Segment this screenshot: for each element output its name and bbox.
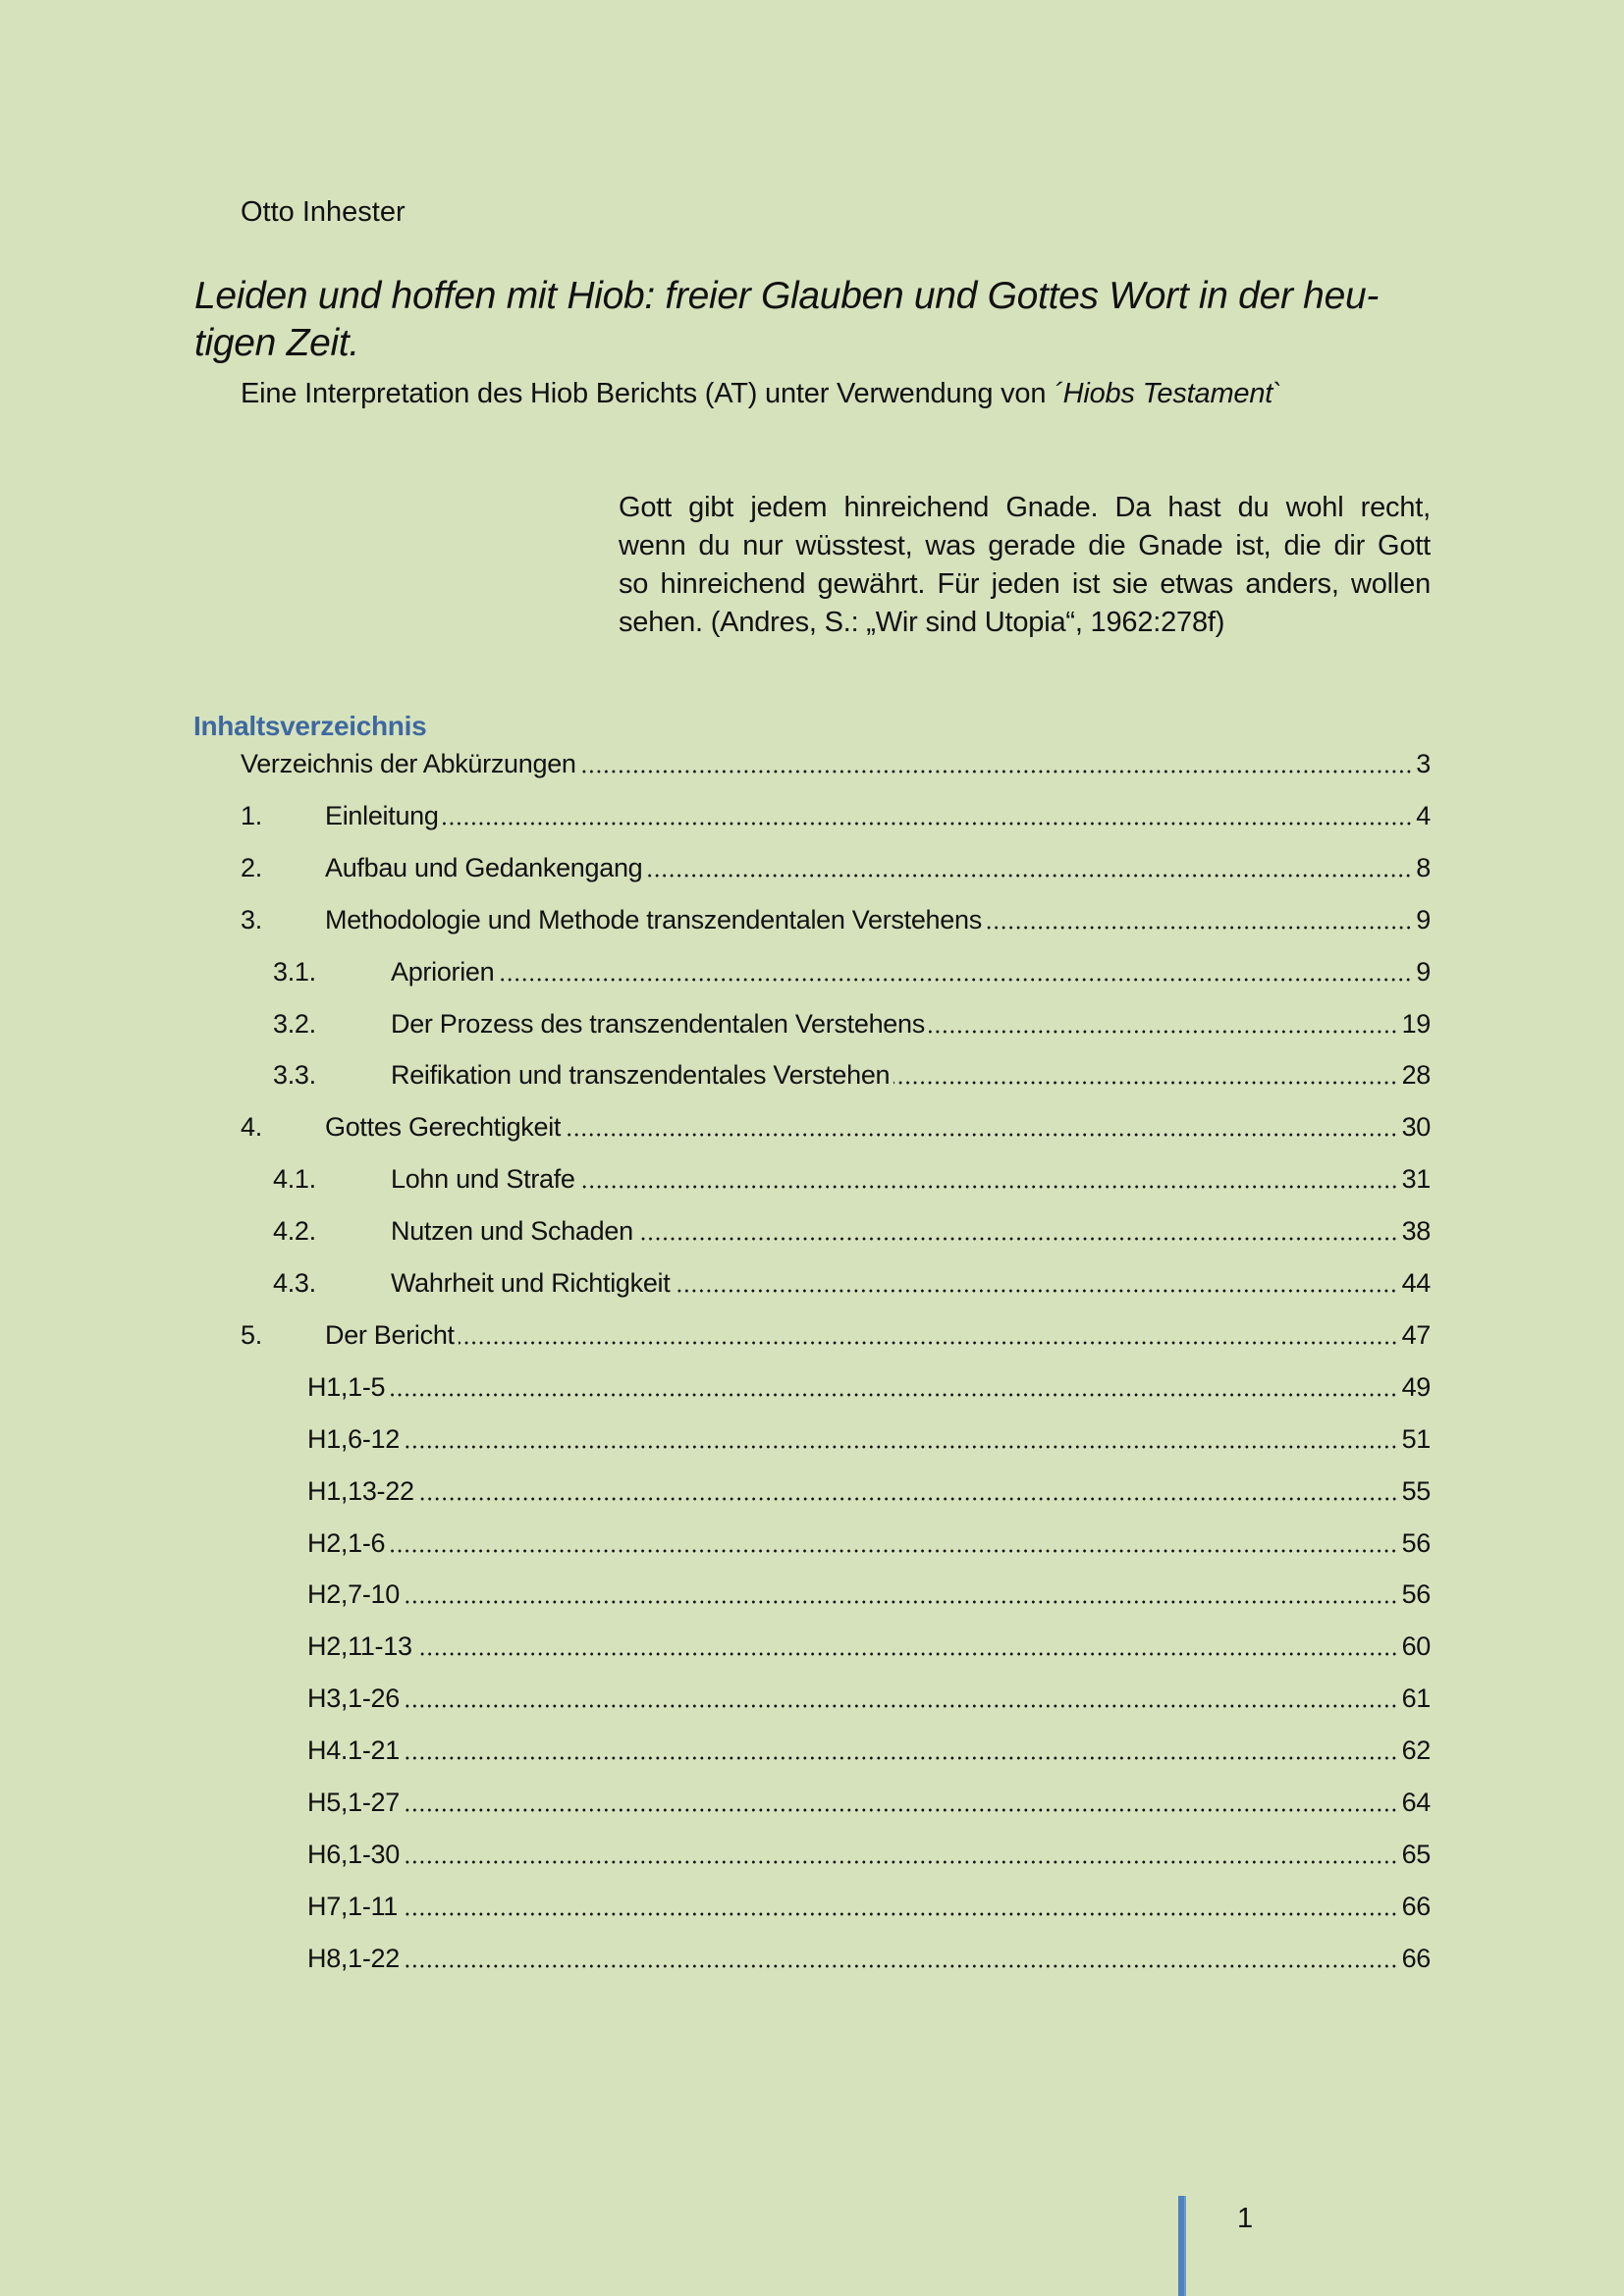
toc-dot-leader [929,1030,1398,1034]
toc-entry[interactable] [241,744,1431,783]
toc-entry-label[interactable]: H1,6-12 [307,1423,400,1454]
toc-entry[interactable] [307,1419,1431,1459]
toc-entry-label[interactable]: Aufbau und Gedankengang [325,852,643,882]
toc-entry[interactable] [307,1627,1431,1666]
epigraph-line: wenn du nur wüsstest, was gerade die Gnade ist, die dir Gott [619,530,1431,561]
epigraph-line: Gott gibt jedem hinreichend Gnade. Da hast du wohl recht, [619,492,1431,523]
toc-dot-leader [404,1756,1398,1760]
toc-entry-label[interactable]: Methodologie und Methode transzendentalen Verstehens [325,904,982,934]
toc-entry-label[interactable]: H4.1-21 [307,1735,400,1766]
toc-dot-leader [404,1704,1398,1708]
toc-entry-page[interactable]: 51 [1401,1423,1431,1454]
toc-entry-page[interactable]: 9 [1416,904,1431,934]
toc-entry-label[interactable]: H7,1-11 [307,1891,398,1921]
toc-dot-leader [404,1860,1398,1864]
toc-entry-page[interactable]: 66 [1401,1943,1431,1973]
toc-entry[interactable] [273,952,1431,991]
toc-entry[interactable] [241,900,1431,939]
toc-entry[interactable] [307,1471,1431,1511]
epigraph-line: so hinreichend gewährt. Für jeden ist sie etwas anders, wollen [619,568,1431,600]
toc-entry-page[interactable]: 19 [1401,1008,1431,1039]
toc-entry-label[interactable]: H1,1-5 [307,1371,386,1402]
toc-entry-label[interactable]: H1,13-22 [307,1475,414,1506]
toc-entry-label[interactable]: Der Prozess des transzendentalen Verstehens [391,1008,925,1039]
toc-entry-page[interactable]: 60 [1401,1631,1431,1662]
toc-entry-label[interactable]: Gottes Gerechtigkeit [325,1112,562,1143]
toc-entry-number: 3.2. [273,1008,316,1039]
toc-entry[interactable] [273,1004,1431,1043]
toc-dot-leader [893,1081,1397,1085]
toc-entry[interactable] [273,1263,1431,1303]
title-line-1: Leiden und hoffen mit Hiob: freier Glauben und Gottes Wort in der heu- [194,275,1380,317]
toc-entry-label[interactable]: Verzeichnis der Abkürzungen [241,749,576,778]
toc-entry[interactable] [307,1939,1431,1978]
toc-entry[interactable] [307,1367,1431,1407]
toc-dot-leader [646,874,1412,878]
toc-entry-page[interactable]: 38 [1401,1216,1431,1247]
toc-entry-label[interactable]: Apriorien [391,956,495,987]
toc-entry-page[interactable]: 31 [1401,1164,1431,1195]
subtitle-italic-text: ´Hiobs Testament` [1054,378,1282,409]
toc-entry[interactable] [307,1679,1431,1718]
toc-entry[interactable] [273,1055,1431,1095]
toc-entry[interactable] [273,1211,1431,1251]
toc-entry-label[interactable]: Reifikation und transzendentales Verstehen [391,1060,891,1091]
toc-entry[interactable] [241,848,1431,887]
toc-dot-leader [418,1497,1398,1501]
toc-entry[interactable] [307,1575,1431,1614]
epigraph-quote [619,489,1431,642]
toc-entry-page[interactable]: 44 [1401,1268,1431,1298]
toc-entry-page[interactable]: 65 [1401,1839,1431,1869]
page-number: 1 [1237,2203,1254,2234]
toc-entry[interactable] [241,1107,1431,1147]
toc-dot-leader [443,822,1413,826]
toc-entry-page[interactable]: 4 [1416,800,1431,830]
toc-dot-leader [459,1341,1398,1345]
toc-entry[interactable] [273,1159,1431,1199]
toc-dot-leader [565,1133,1397,1137]
subtitle-text: Eine Interpretation des Hiob Berichts (AT) unter Verwendung von [241,378,1055,409]
toc-dot-leader [389,1549,1397,1553]
toc-entry-label[interactable]: H6,1-30 [307,1839,400,1869]
toc-entry-label[interactable]: Wahrheit und Richtigkeit [391,1268,671,1298]
toc-entry-page[interactable]: 62 [1401,1735,1431,1766]
epigraph-line: sehen. (Andres, S.: „Wir sind Utopia“, 1962:278f) [619,607,1225,638]
author-name: Otto Inhester [241,196,406,228]
footer-accent-bar [1178,2196,1186,2296]
toc-dot-leader [404,1600,1398,1604]
toc-entry-number: 5. [241,1319,262,1350]
toc-dot-leader [389,1393,1397,1397]
toc-dot-leader [402,1912,1398,1916]
toc-entry-number: 3. [241,904,262,934]
toc-dot-leader [498,978,1412,982]
toc-entry-label[interactable]: H3,1-26 [307,1683,400,1714]
toc-entry[interactable] [307,1887,1431,1926]
toc-entry-label[interactable]: Einleitung [325,800,439,830]
toc-dot-leader [986,926,1412,930]
toc-entry-page[interactable]: 3 [1416,749,1431,778]
toc-entry-label[interactable]: Der Bericht [325,1319,455,1350]
toc-entry-number: 1. [241,800,262,830]
toc-entry[interactable] [307,1731,1431,1770]
toc-entry-label[interactable]: H2,7-10 [307,1579,400,1610]
toc-entry-number: 2. [241,852,262,882]
toc-dot-leader [404,1445,1398,1449]
toc-entry-label[interactable]: H2,11-13 [307,1631,412,1662]
toc-entry-page[interactable]: 30 [1401,1112,1431,1143]
toc-entry-page[interactable]: 64 [1401,1788,1431,1817]
toc-entry-label[interactable]: Lohn und Strafe [391,1164,575,1195]
toc-dot-leader [404,1964,1398,1968]
toc-entry[interactable] [241,796,1431,835]
toc-entry[interactable] [241,1315,1431,1355]
document-title [194,273,1432,367]
toc-dot-leader [579,1185,1398,1189]
toc-dot-leader [637,1237,1398,1241]
toc-dot-leader [580,770,1413,774]
toc-entry-label[interactable]: H5,1-27 [307,1788,400,1817]
document-subtitle [241,376,1282,411]
toc-entry[interactable] [307,1523,1431,1563]
toc-dot-leader [404,1808,1398,1812]
toc-entry-label[interactable]: Nutzen und Schaden [391,1216,633,1247]
toc-entry-label[interactable]: H8,1-22 [307,1943,400,1973]
toc-entry-page[interactable]: 55 [1401,1475,1431,1506]
toc-entry[interactable] [307,1835,1431,1874]
title-line-2: tigen Zeit. [194,322,359,364]
toc-entry-page[interactable]: 56 [1401,1527,1431,1558]
toc-entry-page[interactable]: 66 [1401,1891,1431,1921]
toc-dot-leader [416,1652,1398,1656]
toc-entry-page[interactable]: 9 [1416,956,1431,987]
toc-entry[interactable] [307,1783,1431,1822]
toc-entry-number: 4.1. [273,1164,316,1195]
toc-entry-number: 4.3. [273,1268,316,1298]
toc-entry-number: 3.3. [273,1060,316,1091]
toc-entry-number: 3.1. [273,956,316,987]
toc-entry-number: 4. [241,1112,262,1143]
toc-entry-page[interactable]: 56 [1401,1579,1431,1610]
toc-heading: Inhaltsverzeichnis [193,711,427,741]
toc-entry-page[interactable]: 8 [1416,852,1431,882]
toc-entry-page[interactable]: 28 [1401,1060,1431,1091]
toc-entry-label[interactable]: H2,1-6 [307,1527,386,1558]
toc-entry-page[interactable]: 47 [1401,1319,1431,1350]
toc-entry-page[interactable]: 61 [1401,1683,1431,1714]
toc-entry-page[interactable]: 49 [1401,1371,1431,1402]
toc-entry-number: 4.2. [273,1216,316,1247]
toc-dot-leader [674,1289,1397,1293]
